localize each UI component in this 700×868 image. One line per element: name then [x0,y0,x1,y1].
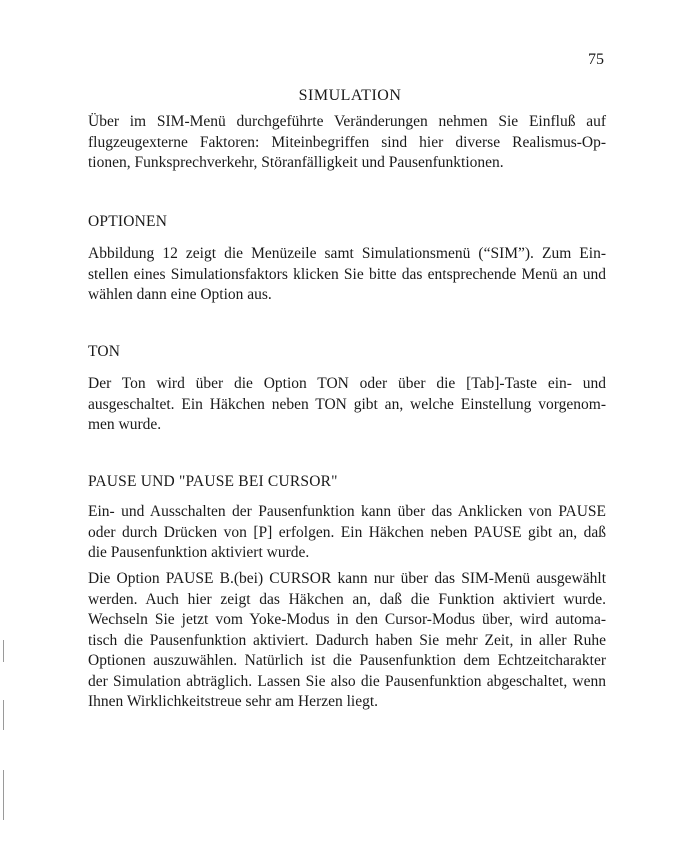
text-line: ausgeschaltet. Ein Häkchen neben TON gibt an, welche Einstellung vorgenom- [88,395,606,413]
text-line: werden. Auch hier zeigt das Häkchen an, daß die Funktion aktiviert wurde. [88,590,606,608]
page-number: 75 [588,51,604,68]
text-line: Abbildung 12 zeigt die Menüzeile samt Simulationsmenü (“SIM”). Zum Ein- [88,245,606,262]
page-title: SIMULATION [298,87,402,104]
scan-edge-mark [3,640,4,662]
pause-paragraph-2 [88,569,606,713]
text-line: flugzeugexterne Faktoren: Miteinbegriffen sind hier diverse Realismus-Op- [88,133,606,151]
section-heading-ton: TON [88,343,121,360]
text-line: wählen dann eine Option aus. [88,286,272,303]
ton-paragraph [88,374,606,436]
section-heading-optionen: OPTIONEN [88,213,168,230]
text-line: Die Option PAUSE B.(bei) CURSOR kann nur über das SIM-Menü ausgewählt [88,570,606,587]
optionen-paragraph [88,244,606,306]
scan-edge-mark [3,700,4,730]
text-line: Optionen auszuwählen. Natürlich ist die Pausenfunktion dem Echtzeitcharakter [88,652,606,669]
text-line: Wechseln Sie jetzt vom Yoke-Modus in den Cursor-Modus über, wird automa- [88,611,606,628]
text-line: tisch die Pausenfunktion aktiviert. Dadurch haben Sie mehr Zeit, in aller Ruhe [88,631,606,649]
text-line: der Simulation abträglich. Lassen Sie also die Pausenfunktion abgeschaltet, wenn [88,672,606,690]
text-line: stellen eines Simulationsfaktors klicken Sie bitte das entsprechende Menü an und [88,265,606,283]
text-line: oder durch Drücken von [P] erfolgen. Ein Häkchen neben PAUSE gibt an, daß [88,523,606,541]
text-line: tionen, Funksprechverkehr, Störanfälligkeit und Pausenfunktionen. [88,154,504,171]
text-line: die Pausenfunktion aktiviert wurde. [88,544,310,561]
section-heading-pause: PAUSE UND "PAUSE BEI CURSOR" [88,473,338,490]
scan-edge-mark [3,770,4,820]
text-line: Der Ton wird über die Option TON oder über die [Tab]-Taste ein- und [88,375,606,392]
pause-paragraph-1 [88,502,606,564]
text-line: Ihnen Wirklichkeitstreue sehr am Herzen liegt. [88,693,379,710]
text-line: Ein- und Ausschalten der Pausenfunktion kann über das Anklicken von PAUSE [88,503,606,520]
text-line: men wurde. [88,416,162,433]
text-line: Über im SIM-Menü durchgeführte Veränderungen nehmen Sie Einfluß auf [88,113,606,130]
intro-paragraph [88,112,606,174]
